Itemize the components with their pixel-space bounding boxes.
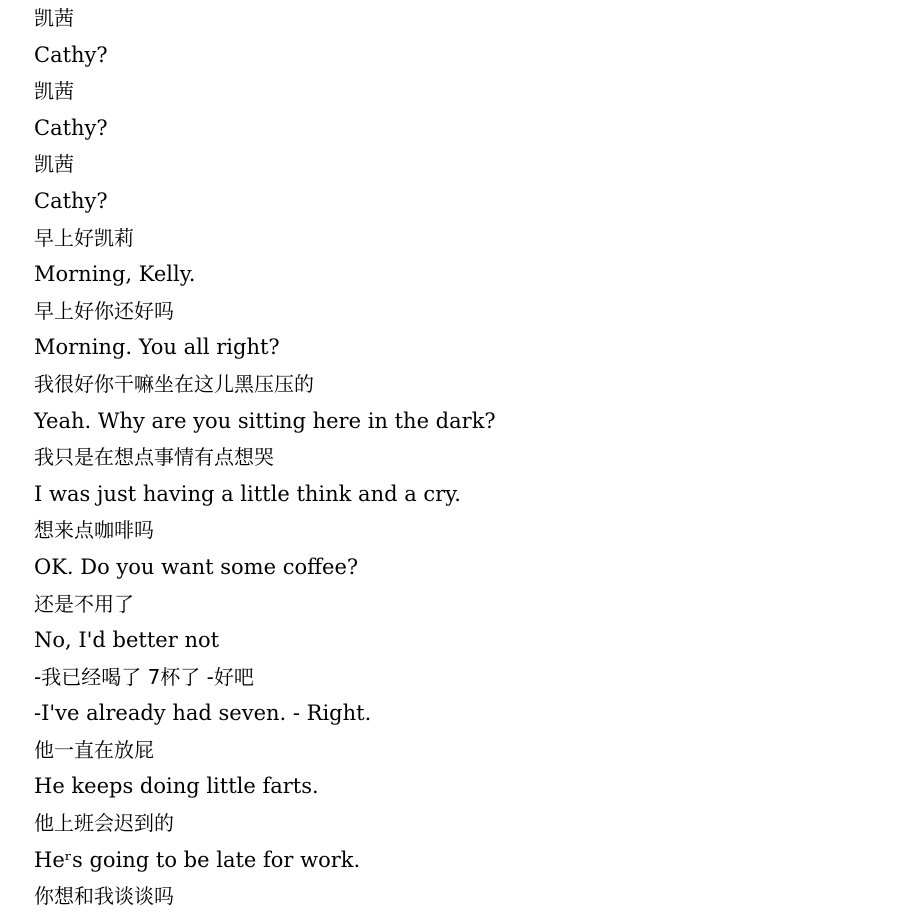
subtitle-line-en: Morning, Kelly. xyxy=(34,262,196,287)
subtitle-line-zh: 我只是在想点事情有点想哭 xyxy=(34,445,274,470)
subtitle-line-en: Cathy? xyxy=(34,42,108,67)
subtitle-line-zh: -我已经喝了 7杯了 -好吧 xyxy=(34,664,254,689)
subtitle-line-zh: 凯茜 xyxy=(34,79,74,104)
subtitle-line-zh: 早上好凯莉 xyxy=(34,225,134,250)
subtitle-line-zh: 凯茜 xyxy=(34,152,74,177)
subtitle-line-en: No, I'd better not xyxy=(34,628,220,653)
subtitle-line-zh: 凯茜 xyxy=(34,6,74,30)
subtitle-line-en: Cathy? xyxy=(34,115,108,140)
subtitle-document xyxy=(34,0,900,915)
subtitle-line-en: Cathy? xyxy=(34,188,108,213)
subtitle-line-en: Yeah. Why are you sitting here in the dark? xyxy=(34,408,496,433)
subtitle-line-zh: 你想和我谈谈吗 xyxy=(34,884,174,909)
subtitle-line-zh: 他一直在放屁 xyxy=(34,737,154,762)
subtitle-line-en: OK. Do you want some coffee? xyxy=(34,554,359,579)
subtitle-line-en: -I've already had seven. - Right. xyxy=(34,701,372,726)
subtitle-line-zh: 他上班会迟到的 xyxy=(34,811,174,836)
subtitle-line-en: Heʳs going to be late for work. xyxy=(34,847,361,872)
subtitle-line-zh: 我很好你干嘛坐在这儿黑压压的 xyxy=(34,371,314,396)
subtitle-line-zh: 想来点咖啡吗 xyxy=(34,518,154,543)
subtitle-line-zh: 早上好你还好吗 xyxy=(34,298,174,323)
subtitle-line-en: I was just having a little think and a cry. xyxy=(34,481,461,506)
subtitle-line-en: Morning. You all right? xyxy=(34,335,280,360)
subtitle-line-zh: 还是不用了 xyxy=(34,591,134,616)
subtitle-line-en: He keeps doing little farts. xyxy=(34,774,319,799)
